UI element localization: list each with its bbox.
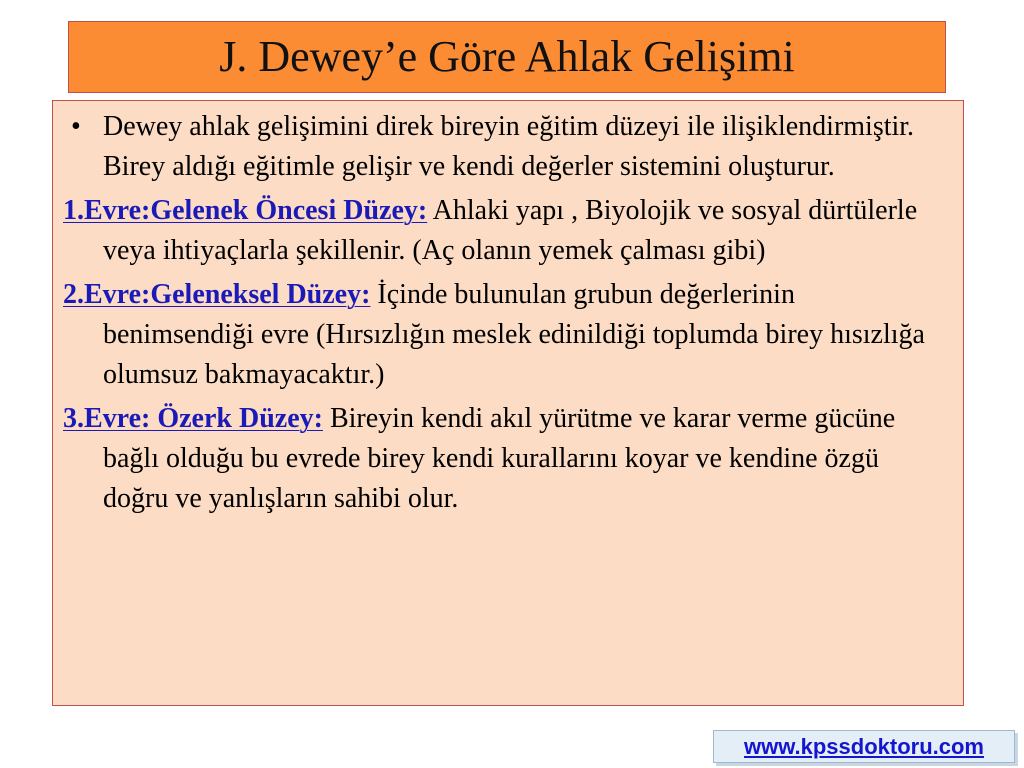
content-box bbox=[52, 100, 964, 706]
intro-text: Dewey ahlak gelişimini direk bireyin eğitim düzeyi ile ilişiklendirmiştir. Birey aldığı eğitimle gelişir ve kendi değerler sistemini oluşturur. bbox=[103, 111, 915, 182]
intro-paragraph bbox=[63, 107, 949, 187]
stage-1-paragraph bbox=[63, 191, 949, 271]
stage-1-label: 1.Evre:Gelenek Öncesi Düzey: bbox=[63, 195, 428, 226]
stage-1-text: Ahlaki yapı , Biyolojik ve sosyal dürtülerle veya ihtiyaçlarla şekillenir. (Aç olanın yemek çalması gibi) bbox=[103, 195, 918, 266]
bullet-icon: • bbox=[71, 111, 81, 142]
slide-title: J. Dewey’e Göre Ahlak Gelişimi bbox=[219, 32, 795, 81]
slide-title-box bbox=[68, 21, 946, 93]
stage-2-label: 2.Evre:Geleneksel Düzey: bbox=[63, 279, 371, 310]
stage-3-paragraph bbox=[63, 399, 949, 519]
stage-3-text: Bireyin kendi akıl yürütme ve karar verme gücüne bağlı olduğu bu evrede birey kendi kurallarını koyar ve kendine özgü doğru ve yanlışların sahibi olur. bbox=[103, 403, 896, 514]
footer-link-text[interactable]: www.kpssdoktoru.com bbox=[743, 733, 984, 759]
footer-website-link[interactable] bbox=[713, 730, 1015, 763]
stage-3-label: 3.Evre: Özerk Düzey: bbox=[63, 403, 323, 434]
stage-2-text: İçinde bulunulan grubun değerlerinin benimsendiği evre (Hırsızlığın meslek edinildiği toplumda birey hısızlığa olumsuz bakmayacaktır.) bbox=[103, 279, 925, 390]
stage-2-paragraph bbox=[63, 275, 949, 395]
